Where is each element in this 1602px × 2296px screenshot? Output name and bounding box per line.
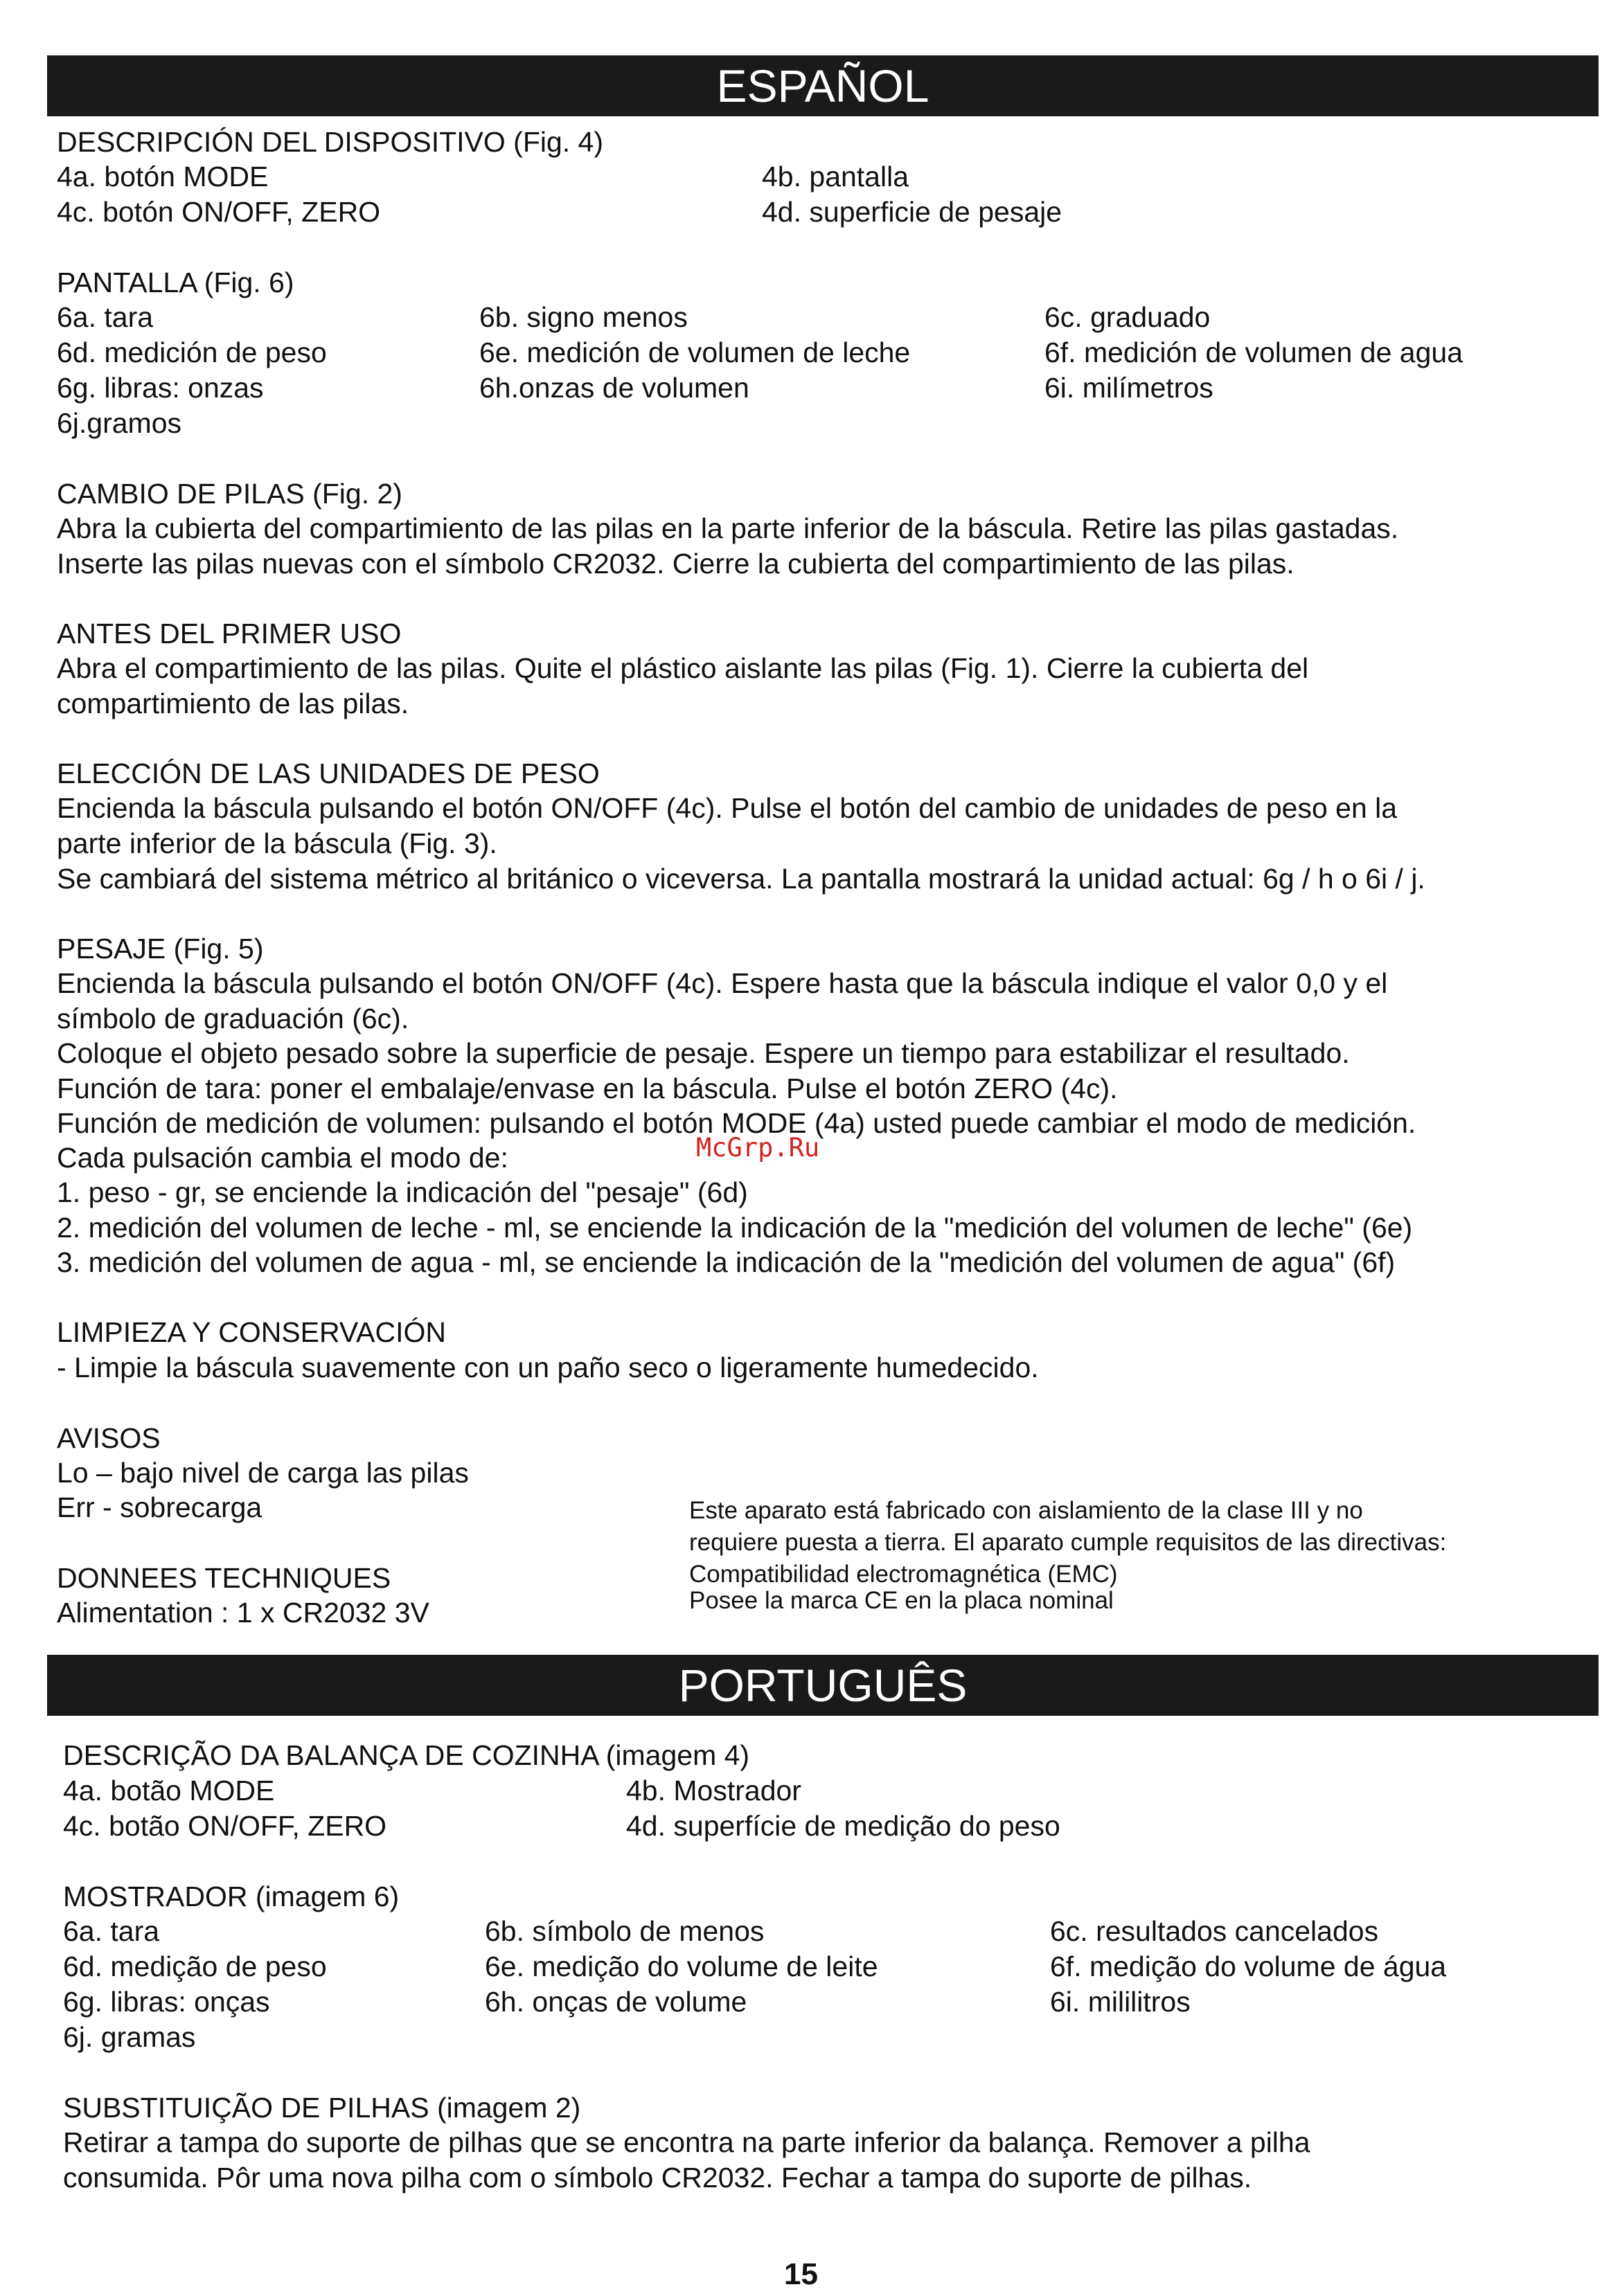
es-weighing-heading: PESAJE (Fig. 5)	[57, 933, 264, 965]
section-header-es: ESPAÑOL	[47, 55, 1599, 116]
es-weighing-text: 2. medición del volumen de leche - ml, se enciende la indicación de la "medición del volumen de leche" (6e)	[57, 1212, 1413, 1244]
es-first-use-heading: ANTES DEL PRIMER USO	[57, 618, 402, 649]
es-display-item: 6g. libras: onzas	[57, 372, 264, 404]
pt-display-item: 6d. medição de peso	[63, 1950, 327, 1982]
es-display-item: 6j.gramos	[57, 407, 182, 439]
es-display-item: 6d. medición de peso	[57, 337, 327, 368]
es-units-text: parte inferior de la báscula (Fig. 3).	[57, 827, 497, 859]
es-units-heading: ELECCIÓN DE LAS UNIDADES DE PESO	[57, 757, 600, 789]
es-weighing-text: Encienda la báscula pulsando el botón ON/OFF (4c). Espere hasta que la báscula indique el valor 0,0 y el	[57, 967, 1388, 999]
es-weighing-text: Función de tara: poner el embalaje/envase en la báscula. Pulse el botón ZERO (4c).	[57, 1073, 1118, 1104]
pt-device-item: 4c. botão ON/OFF, ZERO	[63, 1810, 387, 1842]
es-device-item: 4c. botón ON/OFF, ZERO	[57, 196, 381, 228]
pt-display-item: 6c. resultados cancelados	[1050, 1915, 1379, 1947]
section-header-pt: PORTUGUÊS	[47, 1655, 1599, 1716]
es-tech-heading: DONNEES TECHNIQUES	[57, 1562, 391, 1594]
es-units-text: Encienda la báscula pulsando el botón ON/OFF (4c). Pulse el botón del cambio de unidades de peso en la	[57, 792, 1398, 824]
pt-display-item: 6g. libras: onças	[63, 1986, 270, 2018]
es-display-item: 6a. tara	[57, 301, 154, 333]
es-warnings-text: Lo – bajo nivel de carga las pilas	[57, 1457, 469, 1489]
es-weighing-text: Función de medición de volumen: pulsando el botón MODE (4a) usted puede cambiar el modo de medición.	[57, 1107, 1416, 1139]
pt-display-item: 6j. gramas	[63, 2021, 196, 2053]
es-display-item: 6b. signo menos	[479, 301, 688, 333]
pt-device-item: 4b. Mostrador	[626, 1775, 801, 1806]
es-tech-text: Alimentation : 1 x CR2032 3V	[57, 1597, 429, 1629]
es-warnings-heading: AVISOS	[57, 1422, 161, 1454]
es-display-item: 6i. milímetros	[1044, 372, 1213, 404]
es-compliance-text: Posee la marca CE en la placa nominal	[689, 1587, 1114, 1614]
es-display-item: 6e. medición de volumen de leche	[479, 337, 911, 368]
es-device-item: 4b. pantalla	[762, 161, 909, 192]
pt-device-item: 4d. superfície de medição do peso	[626, 1810, 1060, 1842]
pt-device-item: 4a. botão MODE	[63, 1775, 275, 1806]
es-battery-text: Abra la cubierta del compartimiento de las pilas en la parte inferior de la báscula. Retire las pilas gastadas.	[57, 512, 1399, 544]
es-device-heading: DESCRIPCIÓN DEL DISPOSITIVO (Fig. 4)	[57, 126, 604, 158]
es-weighing-text: símbolo de graduación (6c).	[57, 1003, 409, 1034]
es-units-text: Se cambiará del sistema métrico al británico o viceversa. La pantalla mostrará la unidad actual: 6g / h o 6i / j.	[57, 863, 1425, 895]
es-display-item: 6h.onzas de volumen	[479, 372, 749, 404]
es-battery-heading: CAMBIO DE PILAS (Fig. 2)	[57, 478, 402, 510]
pt-device-heading: DESCRIÇÃO DA BALANÇA DE COZINHA (imagem 4)	[63, 1739, 750, 1771]
es-weighing-text: Cada pulsación cambia el modo de:	[57, 1142, 508, 1174]
es-cleaning-heading: LIMPIEZA Y CONSERVACIÓN	[57, 1316, 447, 1348]
pt-display-item: 6f. medição do volume de água	[1050, 1950, 1447, 1982]
es-first-use-text: Abra el compartimiento de las pilas. Quite el plástico aislante las pilas (Fig. 1). Cierre la cubierta del	[57, 652, 1309, 684]
pt-display-item: 6e. medição do volume de leite	[485, 1950, 878, 1982]
es-display-item: 6c. graduado	[1044, 301, 1211, 333]
pt-display-item: 6a. tara	[63, 1915, 160, 1947]
es-compliance-text: Compatibilidad electromagnética (EMC)	[689, 1561, 1118, 1588]
es-weighing-text: 1. peso - gr, se enciende la indicación del "pesaje" (6d)	[57, 1176, 748, 1208]
es-display-heading: PANTALLA (Fig. 6)	[57, 267, 294, 298]
pt-display-heading: MOSTRADOR (imagem 6)	[63, 1881, 400, 1912]
pt-display-item: 6b. símbolo de menos	[485, 1915, 765, 1947]
es-display-item: 6f. medición de volumen de agua	[1044, 337, 1463, 368]
es-first-use-text: compartimiento de las pilas.	[57, 688, 409, 719]
page-number: 15	[784, 2257, 818, 2291]
es-warnings-text: Err - sobrecarga	[57, 1491, 262, 1523]
es-device-item: 4d. superficie de pesaje	[762, 196, 1062, 228]
es-compliance-text: Este aparato está fabricado con aislamiento de la clase III y no	[689, 1497, 1363, 1524]
es-device-item: 4a. botón MODE	[57, 161, 269, 192]
pt-battery-text: Retirar a tampa do suporte de pilhas que se encontra na parte inferior da balança. Remover a pilha	[63, 2126, 1310, 2158]
pt-battery-text: consumida. Pôr uma nova pilha com o símbolo CR2032. Fechar a tampa do suporte de pilhas.	[63, 2162, 1252, 2194]
pt-battery-heading: SUBSTITUIÇÃO DE PILHAS (imagem 2)	[63, 2092, 581, 2124]
es-compliance-text: requiere puesta a tierra. El aparato cumple requisitos de las directivas:	[689, 1529, 1447, 1556]
pt-display-item: 6h. onças de volume	[485, 1986, 747, 2018]
watermark: McGrp.Ru	[696, 1133, 820, 1163]
es-cleaning-text: - Limpie la báscula suavemente con un paño seco o ligeramente humedecido.	[57, 1352, 1039, 1383]
pt-display-item: 6i. mililitros	[1050, 1986, 1191, 2018]
es-weighing-text: Coloque el objeto pesado sobre la superficie de pesaje. Espere un tiempo para estabilizar el resultado.	[57, 1037, 1350, 1069]
es-weighing-text: 3. medición del volumen de agua - ml, se enciende la indicación de la "medición del volumen de agua" (6f)	[57, 1246, 1396, 1278]
es-battery-text: Inserte las pilas nuevas con el símbolo CR2032. Cierre la cubierta del compartimiento de las pilas.	[57, 548, 1294, 580]
